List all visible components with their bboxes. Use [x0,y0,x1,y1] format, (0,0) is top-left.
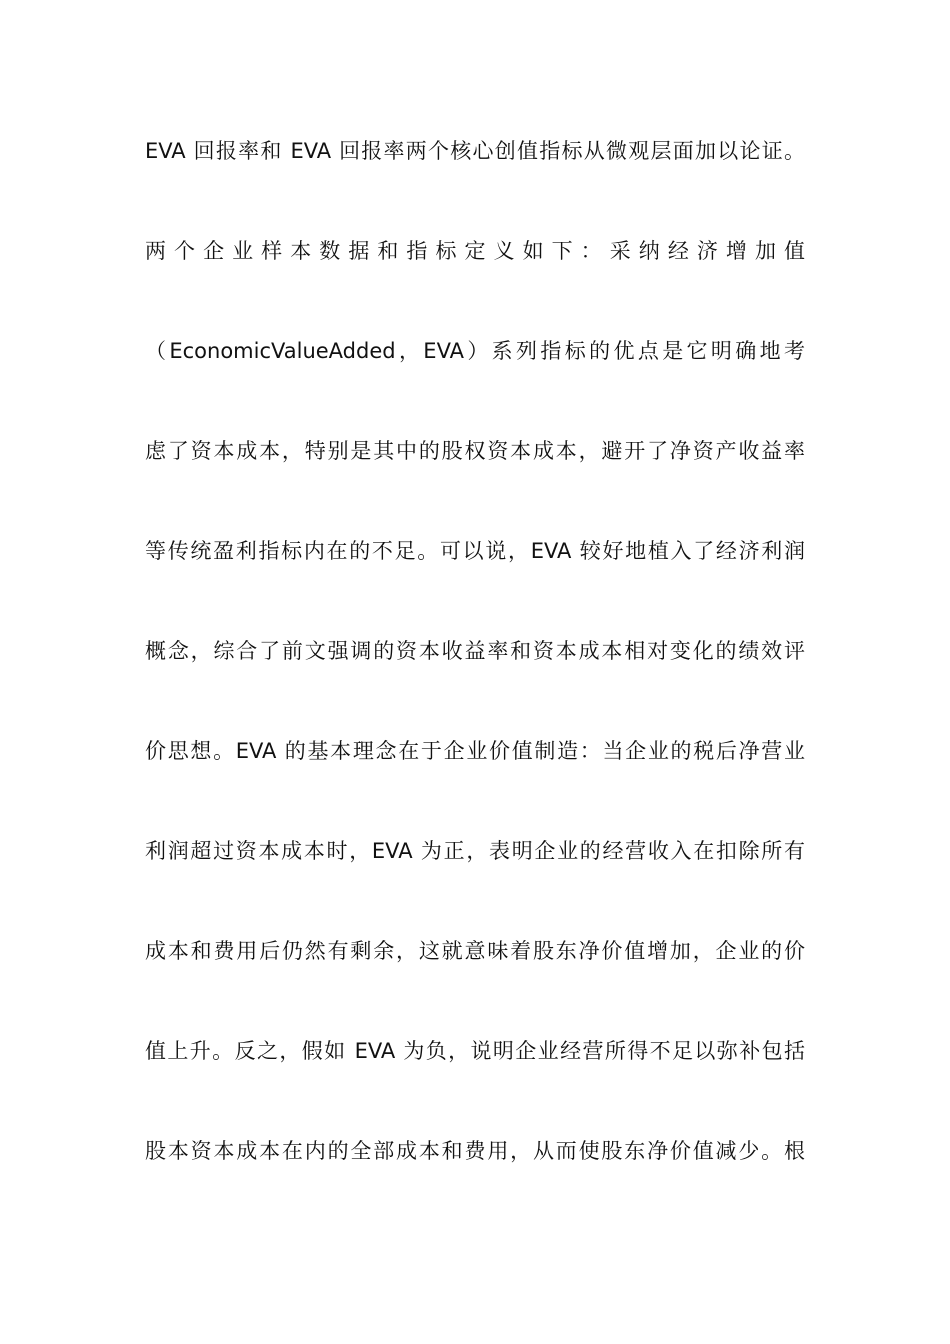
text-line: 虑了资本成本，特别是其中的股权资本成本，避开了净资产收益率 [145,439,805,463]
text-line: 概念，综合了前文强调的资本收益率和资本成本相对变化的绩效评 [145,639,805,663]
text-line: 值上升。反之，假如 EVA 为负，说明企业经营所得不足以弥补包括 [145,1039,805,1063]
text-line: 价思想。EVA 的基本理念在于企业价值制造：当企业的税后净营业 [145,739,805,763]
text-line: EVA 回报率和 EVA 回报率两个核心创值指标从微观层面加以论证。 [145,139,805,163]
text-line: 等传统盈利指标内在的不足。可以说，EVA 较好地植入了经济利润 [145,539,805,563]
text-line: 两个企业样本数据和指标定义如下：采纳经济增加值 [145,239,805,263]
text-line: 成本和费用后仍然有剩余，这就意味着股东净价值增加，企业的价 [145,939,805,963]
body-text [145,126,805,1226]
text-line: 股本资本成本在内的全部成本和费用，从而使股东净价值减少。根 [145,1139,805,1163]
text-line: 利润超过资本成本时，EVA 为正，表明企业的经营收入在扣除所有 [145,839,805,863]
text-line: （EconomicValueAdded，EVA）系列指标的优点是它明确地考 [145,339,805,363]
